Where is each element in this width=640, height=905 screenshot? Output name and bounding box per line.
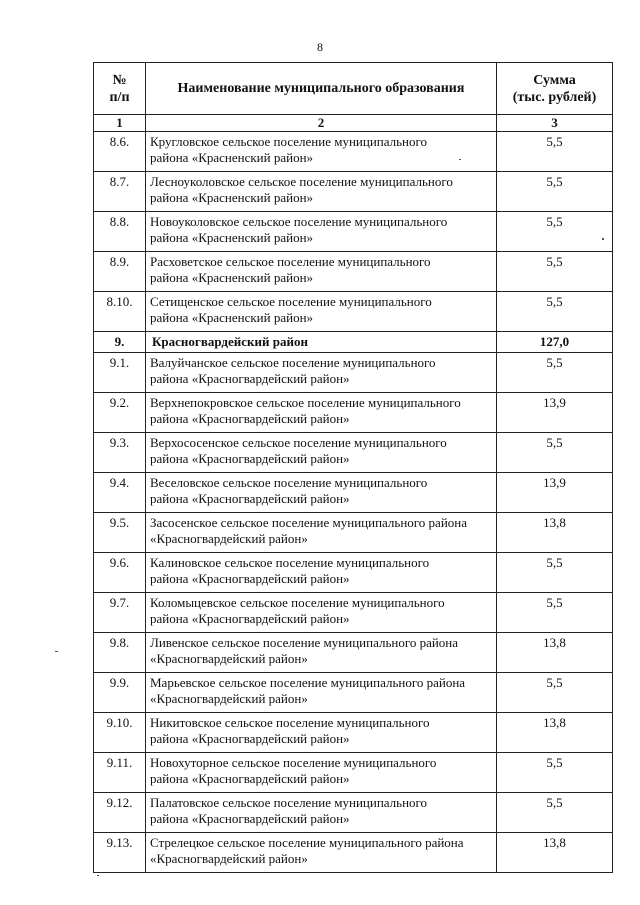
row-name: [146, 212, 497, 252]
row-name: Красногвардейский район: [146, 332, 497, 353]
row-name-line2: района «Красногвардейский район»: [150, 771, 350, 786]
row-name-line1: Калиновское сельское поселение муниципального: [150, 555, 430, 570]
row-name-line1: Лесноуколовское сельское поселение муниципального: [150, 174, 453, 189]
table-row: [94, 513, 613, 553]
row-sum: 13,8: [497, 713, 613, 753]
row-name-line1: Сетищенское сельское поселение муниципального: [150, 294, 432, 309]
row-name-line1: Кругловское сельское поселение муниципального: [150, 134, 427, 149]
row-sum: 5,5: [497, 593, 613, 633]
table-row: [94, 353, 613, 393]
row-name-line1: Валуйчанское сельское поселение муниципального: [150, 355, 436, 370]
row-name: [146, 753, 497, 793]
row-sum: 5,5: [497, 553, 613, 593]
row-name-line1: Марьевское сельское поселение муниципального района: [150, 675, 466, 690]
table-row: [94, 433, 613, 473]
row-name: [146, 793, 497, 833]
row-sum: 13,8: [497, 513, 613, 553]
row-sum: 5,5: [497, 172, 613, 212]
row-name-line1: Новохуторное сельское поселение муниципального: [150, 755, 437, 770]
row-name-line1: Палатовское сельское поселение муниципального: [150, 795, 428, 810]
row-name-line1: Веселовское сельское поселение муниципального: [150, 475, 428, 490]
scan-speck: [97, 875, 99, 876]
table-row: [94, 833, 613, 873]
row-name-line2: района «Красногвардейский район»: [150, 491, 350, 506]
row-sum: 13,9: [497, 393, 613, 433]
row-number: 9.9.: [94, 673, 146, 713]
row-sum: 5,5: [497, 793, 613, 833]
row-name-line2: района «Красненский район»: [150, 310, 314, 325]
row-name-line1: Ливенское сельское поселение муниципального района: [150, 635, 459, 650]
row-name: [146, 172, 497, 212]
header-number-line1: №: [112, 72, 127, 88]
row-name-line2: района «Красногвардейский район»: [150, 571, 350, 586]
row-sum: 13,9: [497, 473, 613, 513]
row-number: 9.4.: [94, 473, 146, 513]
row-name-line2: района «Красненский район»: [150, 150, 314, 165]
row-name-line2: района «Красногвардейский район»: [150, 611, 350, 626]
table-row: [94, 553, 613, 593]
table-row: [94, 673, 613, 713]
row-name: [146, 433, 497, 473]
header-sum-line2: (тыс. рублей): [512, 89, 597, 105]
row-name: [146, 553, 497, 593]
table-row: [94, 793, 613, 833]
table-row: [94, 292, 613, 332]
table-group-row: [94, 332, 613, 353]
row-name-line2: «Красногвардейский район»: [150, 691, 308, 706]
row-number: 9.6.: [94, 553, 146, 593]
row-name-line2: «Красногвардейский район»: [150, 531, 308, 546]
row-name-line2: района «Красногвардейский район»: [150, 451, 350, 466]
row-name: [146, 593, 497, 633]
row-sum: 5,5: [497, 753, 613, 793]
row-name-line1: Коломыцевское сельское поселение муниципального: [150, 595, 445, 610]
page-number: 8: [317, 40, 323, 54]
row-name-line1: Расховетское сельское поселение муниципального: [150, 254, 431, 269]
header-sum: [497, 63, 613, 115]
row-name-line2: района «Красненский район»: [150, 190, 314, 205]
row-name-line1: Новоуколовское сельское поселение муниципального: [150, 214, 448, 229]
row-number: 9.11.: [94, 753, 146, 793]
column-index-3: 3: [497, 115, 613, 132]
row-number: 8.8.: [94, 212, 146, 252]
scan-speck: [459, 159, 461, 160]
row-name-line1: Никитовское сельское поселение муниципального: [150, 715, 430, 730]
table-row: [94, 393, 613, 433]
row-sum: 5,5: [497, 132, 613, 172]
row-name: [146, 633, 497, 673]
column-index-row: [94, 115, 613, 132]
row-number: 9.1.: [94, 353, 146, 393]
row-name: [146, 252, 497, 292]
scan-speck: [602, 238, 604, 240]
row-name: [146, 292, 497, 332]
row-name-line2: района «Красногвардейский район»: [150, 811, 350, 826]
table-row: [94, 473, 613, 513]
row-sum: 13,8: [497, 633, 613, 673]
table-row: [94, 132, 613, 172]
row-name: [146, 673, 497, 713]
row-name-line2: района «Красногвардейский район»: [150, 371, 350, 386]
row-number: 9.8.: [94, 633, 146, 673]
row-number: 8.10.: [94, 292, 146, 332]
row-name: [146, 713, 497, 753]
row-name-line1: Засосенское сельское поселение муниципального района: [150, 515, 468, 530]
table-body: [94, 132, 613, 873]
table-header-row: [94, 63, 613, 115]
row-sum: 5,5: [497, 673, 613, 713]
row-name: [146, 473, 497, 513]
row-number: 8.6.: [94, 132, 146, 172]
row-number: 9.2.: [94, 393, 146, 433]
row-sum: 5,5: [497, 212, 613, 252]
table-row: [94, 593, 613, 633]
scan-speck: [55, 651, 58, 652]
table-row: [94, 252, 613, 292]
row-name-line2: района «Красненский район»: [150, 230, 314, 245]
row-name-line2: «Красногвардейский район»: [150, 851, 308, 866]
header-number: [94, 63, 146, 115]
table-row: [94, 713, 613, 753]
row-name: [146, 132, 497, 172]
header-name: Наименование муниципального образования: [146, 63, 497, 115]
row-name-line2: района «Красненский район»: [150, 270, 314, 285]
row-sum: 5,5: [497, 433, 613, 473]
row-sum: 5,5: [497, 292, 613, 332]
row-name-line2: «Красногвардейский район»: [150, 651, 308, 666]
row-sum: 13,8: [497, 833, 613, 873]
row-number: 9.5.: [94, 513, 146, 553]
table-row: [94, 172, 613, 212]
row-name-line1: Стрелецкое сельское поселение муниципального района: [150, 835, 464, 850]
row-number: 8.7.: [94, 172, 146, 212]
row-name: [146, 393, 497, 433]
row-name: [146, 353, 497, 393]
table-row: [94, 753, 613, 793]
row-name-line2: района «Красногвардейский район»: [150, 411, 350, 426]
row-sum: 5,5: [497, 252, 613, 292]
header-sum-line1: Сумма: [533, 72, 576, 88]
row-number: 9.10.: [94, 713, 146, 753]
row-number: 8.9.: [94, 252, 146, 292]
table-row: [94, 212, 613, 252]
row-number: 9.: [94, 332, 146, 353]
row-sum: 5,5: [497, 353, 613, 393]
allocation-table: [93, 62, 613, 873]
row-name-line2: района «Красногвардейский район»: [150, 731, 350, 746]
header-number-line2: п/п: [109, 89, 130, 105]
column-index-2: 2: [146, 115, 497, 132]
row-name-line1: Верхнепокровское сельское поселение муниципального: [150, 395, 461, 410]
row-number: 9.12.: [94, 793, 146, 833]
row-number: 9.7.: [94, 593, 146, 633]
table-row: [94, 633, 613, 673]
row-sum: 127,0: [497, 332, 613, 353]
row-number: 9.13.: [94, 833, 146, 873]
row-number: 9.3.: [94, 433, 146, 473]
row-name: [146, 833, 497, 873]
row-name-line1: Верхососенское сельское поселение муниципального: [150, 435, 447, 450]
row-name: [146, 513, 497, 553]
column-index-1: 1: [94, 115, 146, 132]
